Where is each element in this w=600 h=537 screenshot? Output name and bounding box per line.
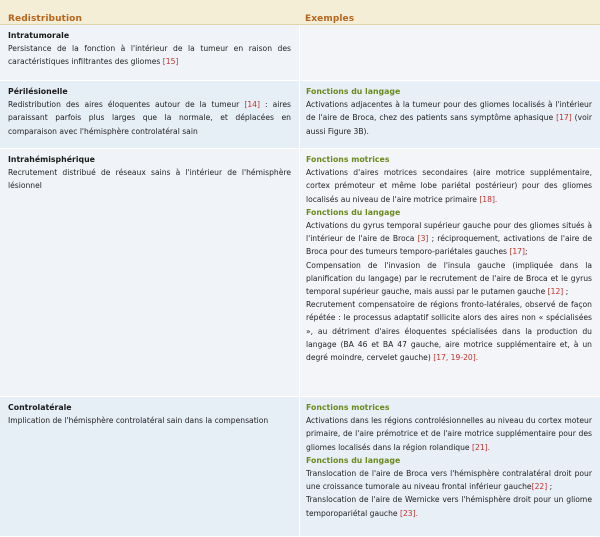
reference-link[interactable]: [17, 19-20]. xyxy=(433,353,479,363)
example-text: Activations du gyrus temporal supérieur gauche pour des gliomes situés à l'intérieur de l'aire de Broca [3] ; réciproquement, activations de l'aire de Broca pour des tumeurs temporo-pariétales gauches [17]; xyxy=(306,221,592,257)
subheading-langage: Fonctions du langage xyxy=(306,87,401,96)
table-row xyxy=(0,81,600,149)
header-exemples: Exemples xyxy=(305,14,355,24)
reference-link[interactable]: [14] xyxy=(244,100,260,110)
example-text: Translocation de l'aire de Broca vers l'hémisphère contralatéral droit pour une croissance tumorale au niveau frontal inférieur gauche[22] ; xyxy=(306,469,592,492)
reference-link[interactable]: [17] xyxy=(556,113,572,123)
reference-link[interactable]: [15] xyxy=(162,57,179,67)
example-text: Compensation de l'invasion de l'insula gauche (impliquée dans la planification du langage) par le recrutement de l'aire de Broca et le gyrus temporal supérieur gauche, mais aussi par le putamen gauche [12] ; xyxy=(306,260,592,297)
subheading-motrices: Fonctions motrices xyxy=(306,403,390,412)
reference-link[interactable]: [23]. xyxy=(400,508,419,518)
table-header xyxy=(0,0,600,25)
reference-link[interactable]: [22] xyxy=(531,482,548,492)
example-text: Activations adjacentes à la tumeur pour des gliomes localisés à l'intérieur de l'aire de Broca, chez des patients sans symptôme aphasique [17] (voir aussi Figure 3B). xyxy=(306,100,592,136)
row-description: Recrutement distribué de réseaux sains à l'intérieur de l'hémisphère lésionnel xyxy=(8,168,291,191)
row-description: Persistance de la fonction à l'intérieur de la tumeur en raison des caractéristiques infiltrantes des gliomes [15] xyxy=(8,44,291,67)
subheading-langage: Fonctions du langage xyxy=(306,455,401,465)
examples-cell-empty xyxy=(299,25,600,80)
reference-link[interactable]: [21]. xyxy=(472,442,491,452)
row-title-intrahemispherique: Intrahémisphérique xyxy=(8,155,95,164)
subheading-motrices: Fonctions motrices xyxy=(306,155,390,164)
row-title-intratumorale: Intratumorale xyxy=(8,31,70,40)
row-description: Implication de l'hémisphère controlatéral sain dans la compensation xyxy=(8,416,269,426)
reference-link[interactable]: [18]. xyxy=(479,194,498,204)
row-title-perilesionelle: Périlésionelle xyxy=(8,87,68,96)
table-row xyxy=(0,149,600,397)
example-text: Activations d'aires motrices secondaires (aire motrice supplémentaire, cortex prémoteur et même lobe pariétal postérieur) pour des gliomes localisés au niveau de l'aire motrice primaire [18]. xyxy=(306,168,592,204)
table-row xyxy=(0,397,600,537)
subheading-langage: Fonctions du langage xyxy=(306,207,401,217)
example-text: Recrutement compensatoire de régions fronto-latérales, observé de façon répétée : le processus adaptatif sollicite alors des aires non « spécialisées », au détriment d'aires éloquentes spécialisées dans la production du langage (BA 46 et BA 47 gauche, aire motrice supplémentaire et, à un degré moindre, cervelet gauche) [17, 19-20]. xyxy=(306,300,592,363)
header-redistribution: Redistribution xyxy=(8,14,82,24)
row-title-controlaterale: Controlatérale xyxy=(8,403,72,412)
reference-link[interactable]: [3] xyxy=(417,234,429,244)
row-description: Redistribution des aires éloquentes autour de la tumeur [14] : aires paraissant parfois plus larges que la normale, et déplacées en comparaison avec l'hémisphère controlatéral sain xyxy=(8,100,291,136)
example-text: Activations dans les régions controlésionnelles au niveau du cortex moteur primaire, de l'aire prémotrice et de l'aire motrice supplémentaire pour des gliomes localisés dans la région rolandique [21]. xyxy=(306,416,592,452)
reference-link[interactable]: [17] xyxy=(509,247,525,257)
example-text: Translocation de l'aire de Wernicke vers l'hémisphère droit pour un gliome temporopariétal gauche [23]. xyxy=(306,495,592,518)
reference-link[interactable]: [12] xyxy=(547,287,564,297)
table-row xyxy=(0,25,600,81)
